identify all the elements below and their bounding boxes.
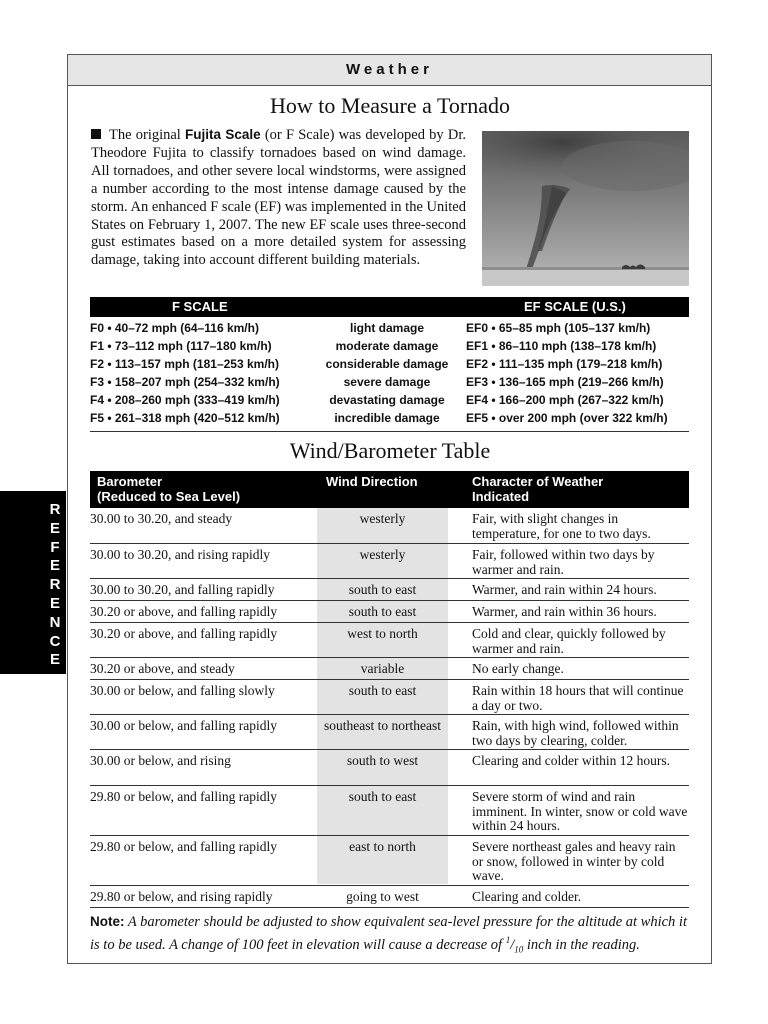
wind-cell: south to east	[348, 789, 417, 804]
wind-cell: west to north	[347, 626, 418, 641]
wind-cell: variable	[360, 661, 405, 676]
scale-row	[90, 409, 689, 427]
character-cell: Rain, with high wind, followed within two days by clearing, colder.	[472, 718, 679, 748]
scale-row	[90, 391, 689, 409]
character-cell: Warmer, and rain within 36 hours.	[472, 604, 657, 619]
barometer-cell: 30.00 to 30.20, and rising rapidly	[90, 547, 270, 562]
intro-bold-term: Fujita Scale	[185, 127, 261, 142]
wind-cell: south to west	[346, 753, 419, 768]
f-scale-cell: F4 • 208–260 mph (333–419 km/h)	[90, 393, 280, 407]
barometer-cell: 29.80 or below, and rising rapidly	[90, 889, 273, 904]
side-tab-letter: E	[49, 557, 60, 575]
barometer-cell: 30.00 to 30.20, and falling rapidly	[90, 582, 275, 597]
side-tab-letter: E	[49, 594, 60, 612]
scale-table-header	[90, 297, 689, 317]
fraction-numerator: 1	[505, 935, 511, 945]
ef-scale-cell: EF5 • over 200 mph (over 322 km/h)	[466, 411, 668, 425]
barometer-cell: 30.00 or below, and falling rapidly	[90, 718, 277, 733]
scale-table-rule	[90, 431, 689, 432]
tornado-photo	[482, 131, 689, 286]
reference-side-tab	[0, 491, 66, 674]
wind-cell: westerly	[359, 511, 406, 526]
section-header: Weather	[68, 55, 711, 86]
table-row	[90, 786, 689, 836]
f-scale-cell: F3 • 158–207 mph (254–332 km/h)	[90, 375, 280, 389]
side-tab-letter: C	[49, 632, 61, 650]
wind-column-header: Wind Direction	[326, 474, 418, 489]
table-row	[90, 601, 689, 623]
wind-cell: south to east	[348, 683, 417, 698]
character-cell: Severe storm of wind and rain imminent. In winter, snow or cold wave within 24 hours.	[472, 789, 688, 833]
damage-cell: light damage	[349, 321, 424, 335]
table-row	[90, 579, 689, 601]
tornado-image	[482, 131, 689, 286]
ef-scale-header: EF SCALE (U.S.)	[524, 299, 626, 314]
intro-text-start: The original	[109, 127, 186, 143]
barometer-cell: 30.20 or above, and falling rapidly	[90, 604, 278, 619]
wind-cell: going to west	[346, 889, 419, 904]
damage-cell: considerable damage	[325, 357, 449, 371]
f-scale-cell: F0 • 40–72 mph (64–116 km/h)	[90, 321, 259, 335]
table-row	[90, 750, 689, 786]
barometer-header-line1: Barometer	[97, 474, 163, 489]
table-row	[90, 508, 689, 544]
table-row	[90, 658, 689, 680]
character-cell: Severe northeast gales and heavy rain or snow, followed in winter by cold wave.	[472, 839, 676, 883]
damage-cell: severe damage	[343, 375, 431, 389]
barometer-column-header	[97, 474, 240, 504]
ef-scale-cell: EF3 • 136–165 mph (219–266 km/h)	[466, 375, 664, 389]
damage-cell: incredible damage	[334, 411, 440, 425]
wind-cell: south to east	[348, 582, 417, 597]
table-row	[90, 544, 689, 579]
barometer-cell: 30.00 or below, and falling slowly	[90, 683, 275, 698]
character-cell: Clearing and colder within 12 hours.	[472, 753, 670, 768]
barometer-cell: 30.00 to 30.20, and steady	[90, 511, 233, 526]
character-column-header	[472, 474, 603, 504]
barometer-cell: 30.20 or above, and steady	[90, 661, 235, 676]
fraction-denominator: 10	[514, 944, 524, 955]
barometer-cell: 29.80 or below, and falling rapidly	[90, 789, 277, 804]
character-header-line1: Character of Weather	[472, 474, 604, 489]
side-tab-letter: N	[49, 613, 61, 631]
wind-cell: southeast to northeast	[324, 718, 441, 733]
character-cell: Rain within 18 hours that will continue a day or two.	[472, 683, 684, 713]
f-scale-header: F SCALE	[172, 299, 228, 314]
character-cell: Cold and clear, quickly followed by warmer and rain.	[472, 626, 666, 656]
side-tab-letters	[48, 501, 62, 670]
barometer-note: Note: A barometer should be adjusted to show equivalent sea-level pressure for the altitude at which it is to be used. A change of 100 feet in elevation will cause a decrease of $^1/_{10}$ inch in the reading.	[90, 914, 687, 955]
wind-cell: westerly	[359, 547, 406, 562]
tornado-intro	[91, 126, 466, 270]
table-row	[90, 836, 689, 886]
wind-cell: south to east	[348, 604, 417, 619]
table-row	[90, 680, 689, 715]
note-text-end: inch in the reading.	[523, 936, 640, 953]
damage-cell: devastating damage	[329, 393, 445, 407]
square-bullet-icon	[91, 129, 101, 139]
f-scale-cell: F5 • 261–318 mph (420–512 km/h)	[90, 411, 280, 425]
barometer-cell: 30.00 or below, and rising	[90, 753, 231, 768]
tornado-title: How to Measure a Tornado	[270, 93, 510, 118]
f-scale-cell: F2 • 113–157 mph (181–253 km/h)	[90, 357, 279, 371]
table-row	[90, 715, 689, 750]
damage-cell: moderate damage	[335, 339, 439, 353]
intro-text-rest: (or F Scale) was developed by Dr. Theodore Fujita to classify tornadoes based on wind damage. All tornadoes, and other severe local windstorms, were assigned a number according to the most intense damage caused by the storm. An enhanced F scale (EF) was implemented in the United States on February 1, 2007. The new EF scale uses three-second gust estimates based on a more detailed system for assessing damage, taking into account different building materials.	[91, 127, 466, 269]
side-tab-letter: R	[49, 576, 61, 594]
character-cell: Clearing and colder.	[472, 889, 582, 904]
scale-row	[90, 355, 689, 373]
ef-scale-cell: EF2 • 111–135 mph (179–218 km/h)	[466, 357, 663, 371]
side-tab-letter: R	[49, 501, 61, 518]
note-text: A barometer should be adjusted to show equivalent sea-level pressure for the altitude at which it is to be used. A change of 100 feet in elevation will cause a decrease of	[90, 914, 687, 953]
f-scale-cell: F1 • 73–112 mph (117–180 km/h)	[90, 339, 272, 353]
ef-scale-cell: EF0 • 65–85 mph (105–137 km/h)	[466, 321, 651, 335]
side-tab-letter: F	[50, 538, 60, 556]
barometer-title: Wind/Barometer Table	[289, 438, 491, 463]
scale-row	[90, 337, 689, 355]
character-cell: Fair, with slight changes in temperature, for one to two days.	[472, 511, 651, 541]
scale-row	[90, 319, 689, 337]
barometer-header-line2: (Reduced to Sea Level)	[97, 489, 241, 504]
ef-scale-cell: EF1 • 86–110 mph (138–178 km/h)	[466, 339, 657, 353]
character-cell: Fair, followed within two days by warmer and rain.	[472, 547, 655, 577]
row-divider	[90, 907, 689, 908]
barometer-cell: 30.20 or above, and falling rapidly	[90, 626, 278, 641]
wind-cell: east to north	[349, 839, 416, 854]
table-row	[90, 623, 689, 658]
table-row	[90, 886, 689, 908]
side-tab-letter: E	[49, 651, 60, 669]
side-tab-letter: E	[49, 519, 60, 537]
ef-scale-cell: EF4 • 166–200 mph (267–322 km/h)	[466, 393, 664, 407]
barometer-table-header	[90, 471, 689, 508]
character-cell: Warmer, and rain within 24 hours.	[472, 582, 657, 597]
scale-row	[90, 373, 689, 391]
barometer-cell: 29.80 or below, and falling rapidly	[90, 839, 277, 854]
note-label: Note:	[90, 914, 125, 929]
character-cell: No early change.	[472, 661, 564, 676]
character-header-line2: Indicated	[472, 489, 530, 504]
